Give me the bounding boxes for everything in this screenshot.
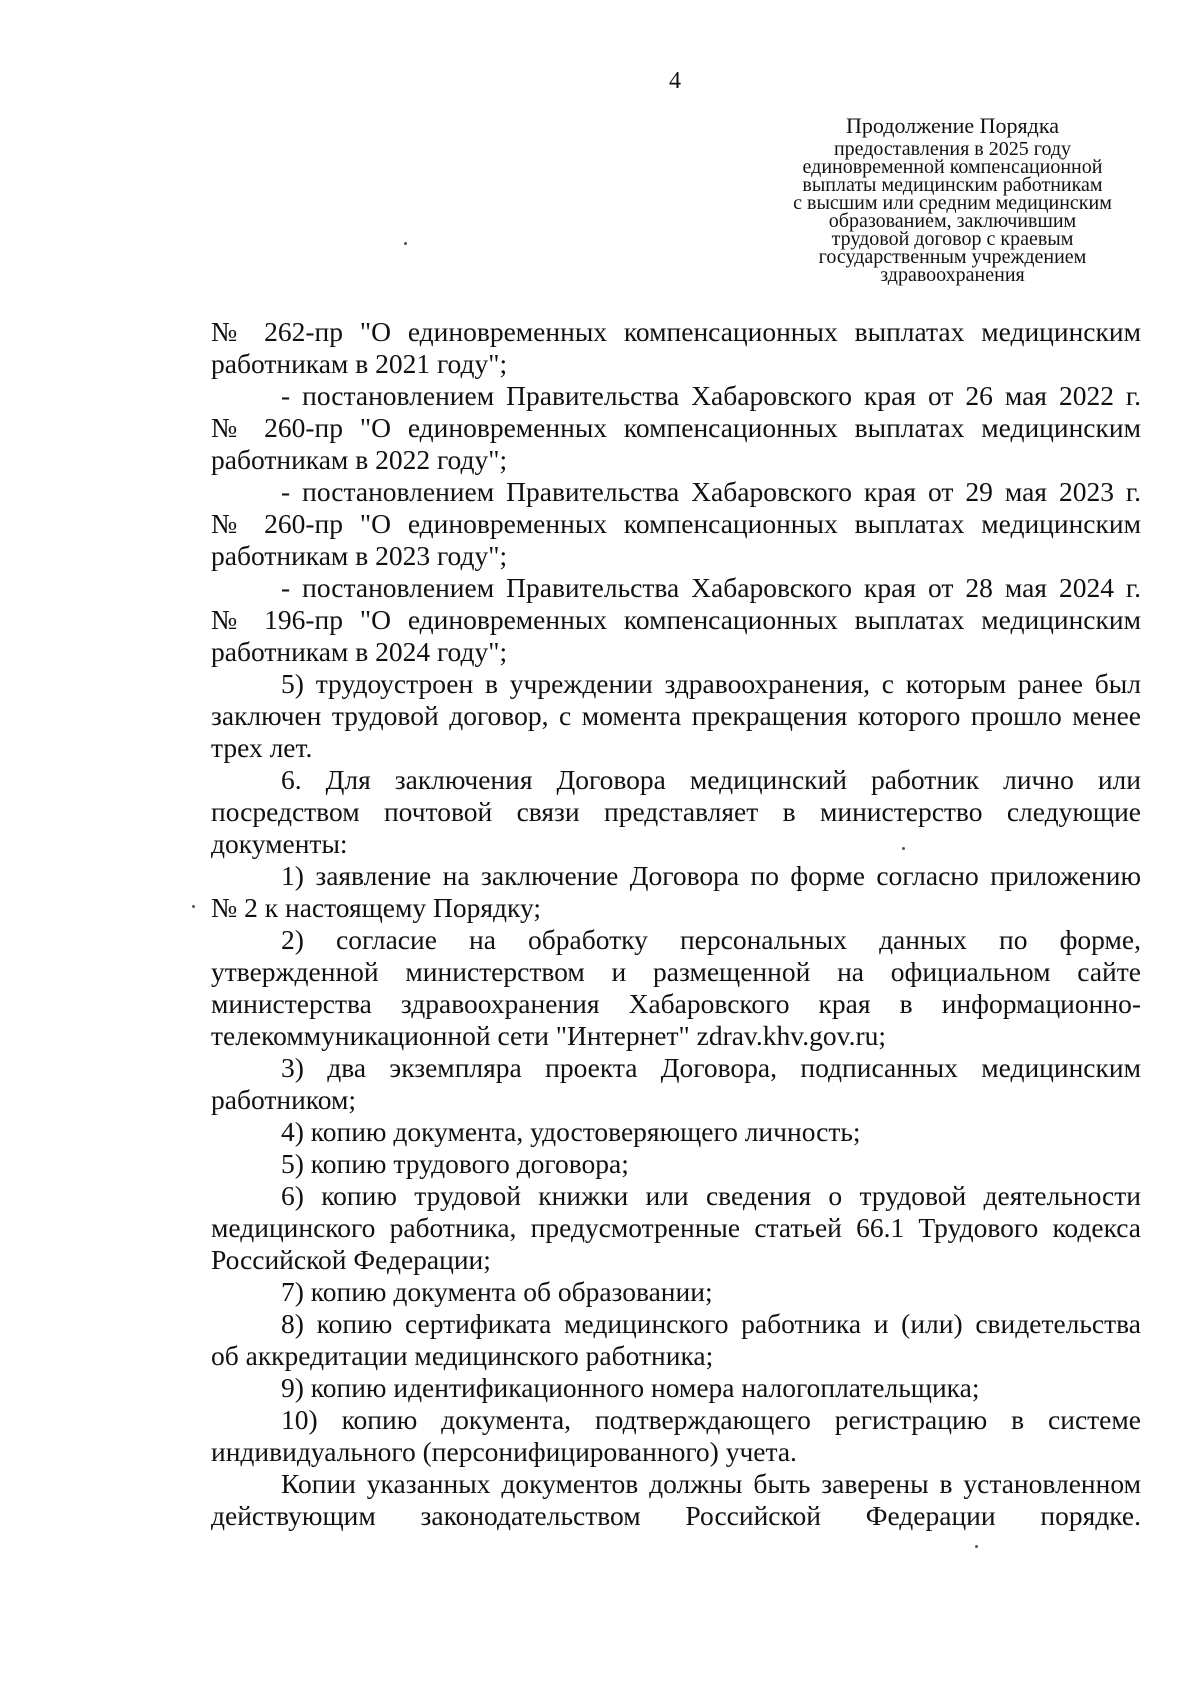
document-body	[211, 316, 1141, 1532]
paragraph	[211, 380, 1141, 476]
header-line: трудовой договор с краевым	[831, 228, 1074, 250]
paragraph-line: медицинского работника, предусмотренные статьей 66.1 Трудового кодекса	[211, 1212, 1141, 1243]
paragraph-line: 9) копию идентификационного номера налогоплательщика;	[281, 1372, 980, 1403]
scan-speck	[192, 905, 195, 908]
paragraph	[211, 316, 1141, 380]
paragraph-line: Российской Федерации;	[211, 1244, 491, 1275]
scan-speck	[975, 1545, 978, 1548]
header-line: государственным учреждением	[818, 246, 1087, 268]
paragraph-line: работникам в 2021 году";	[211, 348, 508, 379]
paragraph	[211, 924, 1141, 1052]
paragraph-line: 1) заявление на заключение Договора по форме согласно приложению	[281, 860, 1141, 891]
paragraph-line: 6) копию трудовой книжки или сведения о трудовой деятельности	[281, 1180, 1141, 1211]
header-line: предоставления в 2025 году	[833, 138, 1072, 160]
paragraph-line: министерства здравоохранения Хабаровского края в информационно-	[211, 988, 1141, 1019]
paragraph-line: Копии указанных документов должны быть заверены в установленном	[281, 1468, 1141, 1499]
paragraph-line: работникам в 2024 году";	[211, 636, 508, 667]
paragraph-line: работником;	[211, 1084, 357, 1115]
header-line: единовременной компенсационной	[802, 156, 1103, 178]
paragraph	[211, 860, 1141, 924]
paragraph-line: - постановлением Правительства Хабаровского края от 29 мая 2023 г.	[281, 476, 1141, 507]
paragraph	[211, 1372, 1141, 1404]
paragraph	[211, 1308, 1141, 1372]
paragraph-line: - постановлением Правительства Хабаровского края от 28 мая 2024 г.	[281, 572, 1141, 603]
paragraph-line: работникам в 2023 году";	[211, 540, 508, 571]
paragraph-line: посредством почтовой связи представляет в министерство следующие	[211, 796, 1141, 827]
appendix-header	[745, 115, 1160, 284]
scan-speck	[902, 847, 905, 850]
paragraph-line: 3) два экземпляра проекта Договора, подписанных медицинским	[281, 1052, 1141, 1083]
paragraph	[211, 764, 1141, 860]
paragraph-line: работникам в 2022 году";	[211, 444, 508, 475]
paragraph-line: № 2 к настоящему Порядку;	[211, 892, 542, 923]
paragraph	[211, 1404, 1141, 1468]
paragraph-line: № 260-пр "О единовременных компенсационных выплатах медицинским	[211, 412, 1141, 443]
paragraph-line: 10) копию документа, подтверждающего регистрацию в системе	[281, 1404, 1141, 1435]
paragraph-line: 4) копию документа, удостоверяющего личность;	[281, 1116, 861, 1147]
paragraph-line: 2) согласие на обработку персональных данных по форме,	[281, 924, 1141, 955]
paragraph-line: телекоммуникационной сети "Интернет" zdrav.khv.gov.ru;	[211, 1020, 886, 1051]
paragraph-line: об аккредитации медицинского работника;	[211, 1340, 714, 1371]
paragraph-line: заключен трудовой договор, с момента прекращения которого прошло менее	[211, 700, 1141, 731]
scan-speck	[404, 242, 407, 245]
paragraph	[211, 572, 1141, 668]
paragraph-line: № 260-пр "О единовременных компенсационных выплатах медицинским	[211, 508, 1141, 539]
paragraph-line: действующим законодательством Российской Федерации порядке.	[211, 1500, 1141, 1531]
paragraph	[211, 668, 1141, 764]
paragraph	[211, 476, 1141, 572]
paragraph-line: 5) копию трудового договора;	[281, 1148, 629, 1179]
header-line: здравоохранения	[880, 264, 1025, 286]
header-line: с высшим или средним медицинским	[793, 192, 1112, 214]
paragraph	[211, 1180, 1141, 1276]
paragraph-line: индивидуального (персонифицированного) учета.	[211, 1436, 797, 1467]
paragraph	[211, 1116, 1141, 1148]
paragraph	[211, 1276, 1141, 1308]
header-line: образованием, заключившим	[828, 210, 1077, 232]
paragraph-line: трех лет.	[211, 732, 313, 763]
paragraph	[211, 1148, 1141, 1180]
paragraph-line: документы:	[211, 828, 348, 859]
paragraph-line: 8) копию сертификата медицинского работника и (или) свидетельства	[281, 1308, 1141, 1339]
page-number: 4	[669, 68, 681, 94]
paragraph	[211, 1052, 1141, 1116]
paragraph-line: 7) копию документа об образовании;	[281, 1276, 713, 1307]
paragraph-line: 6. Для заключения Договора медицинский работник лично или	[281, 764, 1141, 795]
paragraph-line: - постановлением Правительства Хабаровского края от 26 мая 2022 г.	[281, 380, 1141, 411]
paragraph-line: № 262-пр "О единовременных компенсационных выплатах медицинским	[211, 316, 1141, 347]
paragraph-line: № 196-пр "О единовременных компенсационных выплатах медицинским	[211, 604, 1141, 635]
paragraph-line: 5) трудоустроен в учреждении здравоохранения, с которым ранее был	[281, 668, 1141, 699]
paragraph-line: утвержденной министерством и размещенной на официальном сайте	[211, 956, 1141, 987]
header-title: Продолжение Порядка	[846, 113, 1059, 138]
header-line: выплаты медицинским работникам	[802, 174, 1103, 196]
paragraph	[211, 1468, 1141, 1532]
